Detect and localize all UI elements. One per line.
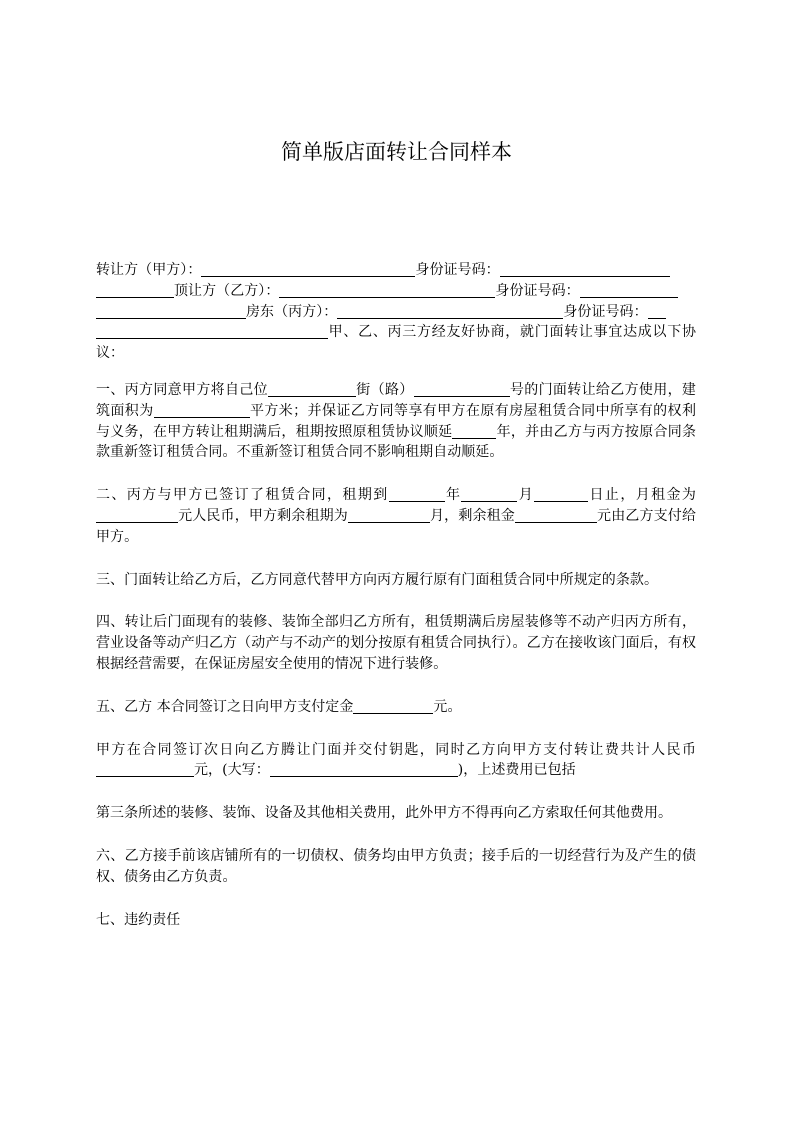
area-blank xyxy=(154,401,250,418)
landlord-id-blank-cont xyxy=(96,322,328,339)
transferor-id-blank xyxy=(500,260,670,277)
transferee-id-blank xyxy=(580,281,678,298)
remaining-months-blank xyxy=(348,506,430,523)
transfer-fee-blank xyxy=(96,760,194,777)
landlord-name-blank xyxy=(337,302,563,319)
clause-3: 三、门面转让给乙方后，乙方同意代替甲方向丙方履行原有门面租赁合同中所规定的条款。 xyxy=(96,571,658,588)
clause-1-text-e: 年，并由乙方与丙方按原合同条款重新签订租赁合同。不重新签订租赁合同不影响租期自动顺延。 xyxy=(96,423,697,461)
clause-2-text-f: 月，剩余租金 xyxy=(429,507,515,524)
street-number-blank xyxy=(414,380,510,397)
id-label-3: 身份证号码： xyxy=(563,303,648,320)
payment-text-b: 元，(大写： xyxy=(194,762,270,779)
clause-2 xyxy=(96,485,696,547)
clause-2-text-a: 二、丙方与甲方已签订了租赁合同，租期到 xyxy=(96,487,389,504)
extension-years-blank xyxy=(452,422,496,439)
lease-year-blank xyxy=(389,485,445,502)
clause-7: 七、违约责任 xyxy=(96,911,181,928)
clause-2-text-d: 日止，月租金为 xyxy=(588,487,696,504)
clause-6: 六、乙方接手前该店铺所有的一切债权、债务均由甲方负责；接手后的一切经营行为及产生的债权、债务由乙方负责。 xyxy=(96,847,696,885)
lease-month-blank xyxy=(461,485,517,502)
payment-paragraph xyxy=(96,740,696,782)
clause-4: 四、转让后门面现有的装修、装饰全部归乙方所有，租赁期满后房屋装修等不动产归丙方所有，营业设备等动产归乙方（动产与不动产的划分按原有租赁合同执行）。乙方在接收该门面后，有权根据经营需要，在保证房屋安全使用的情况下进行装修。 xyxy=(96,614,696,672)
transferor-id-blank-cont xyxy=(96,281,174,298)
clause-2-text-c: 月 xyxy=(517,487,535,504)
clause-5-text-b: 元。 xyxy=(433,698,462,715)
clause-2-text-g: 元由乙方支付给甲方。 xyxy=(96,507,696,545)
clause-2-text-e: 元人民币，甲方剩余租期为 xyxy=(178,507,348,524)
transferor-name-blank xyxy=(201,260,415,277)
clause-5-text-a: 五、乙方 本合同签订之日向甲方支付定金 xyxy=(96,698,354,715)
payment-text-c: )，上述费用已包括 xyxy=(457,762,576,779)
transferee-label: 顶让方（乙方）： xyxy=(174,282,280,299)
agreement-intro: 甲、乙、丙三方经友好协商，就门面转让事宜达成以下协议： xyxy=(96,324,696,362)
lease-day-blank xyxy=(534,485,588,502)
parties-section xyxy=(96,260,696,364)
id-label-2: 身份证号码： xyxy=(495,282,580,299)
payment-text-a: 甲方在合同签订次日向乙方腾让门面并交付钥匙，同时乙方向甲方支付转让费共计人民币 xyxy=(96,741,696,758)
remaining-rent-blank xyxy=(515,506,597,523)
clause-1 xyxy=(96,380,696,463)
landlord-id-blank xyxy=(648,302,666,319)
transferee-name-blank xyxy=(279,281,495,298)
clause-3-reference: 第三条所述的装修、装饰、设备及其他相关费用，此外甲方不得再向乙方索取任何其他费用。 xyxy=(96,805,673,822)
clause-1-text-d: 平方米；并保证乙方同等享有甲方在原有房屋租赁合同中所享有的权利与义务，在甲方转让租期满后，租期按照原租赁协议顺延 xyxy=(96,402,696,440)
clause-1-text-b: 街（路） xyxy=(356,381,414,398)
document-title: 简单版店面转让合同样本 xyxy=(281,140,512,164)
monthly-rent-blank xyxy=(96,506,178,523)
clause-1-text-c: 号的门面转让给乙方使用，建筑面积为 xyxy=(96,381,696,419)
clause-5 xyxy=(96,697,696,718)
location-blank xyxy=(268,380,356,397)
deposit-blank xyxy=(353,697,433,714)
clause-1-text-a: 一、丙方同意甲方将自己位 xyxy=(96,381,269,398)
clause-2-text-b: 年 xyxy=(444,487,462,504)
amount-in-words-blank xyxy=(270,760,458,777)
transferor-label: 转让方（甲方）： xyxy=(96,262,202,278)
id-label-1: 身份证号码： xyxy=(415,262,500,278)
transferee-id-blank-cont xyxy=(96,302,246,319)
contract-body xyxy=(96,260,696,952)
landlord-label: 房东（丙方）： xyxy=(246,303,338,320)
